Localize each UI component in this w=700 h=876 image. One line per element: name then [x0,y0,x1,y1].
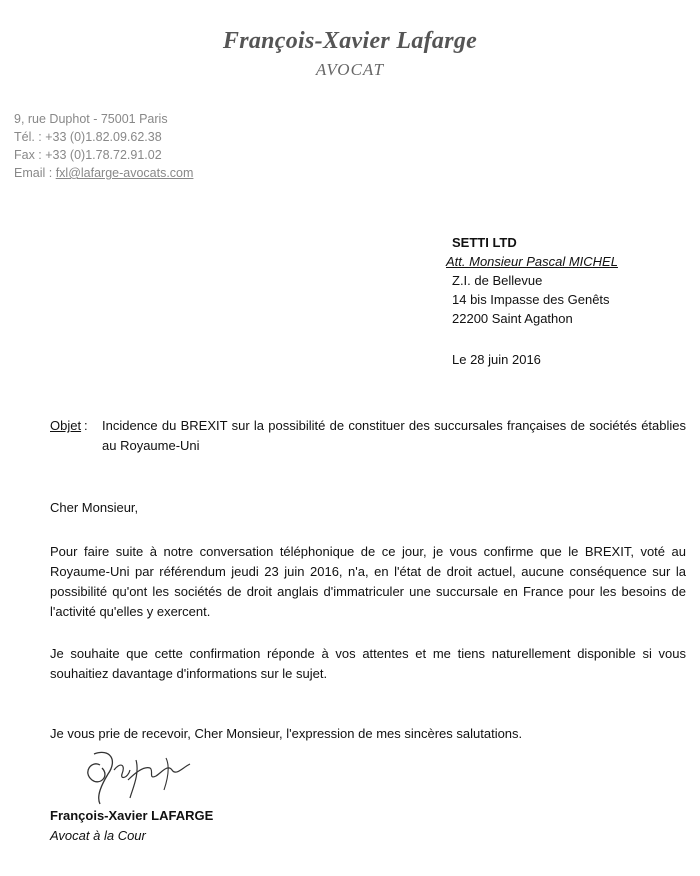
subject-separator: : [84,418,88,433]
subject-text: Incidence du BREXIT sur la possibilité de constituer des succursales françaises de sociétés établies au Royaume-Uni [102,418,686,453]
closing-line: Je vous prie de recevoir, Cher Monsieur, l'expression de mes sincères salutations. [50,726,523,741]
handwritten-signature [70,740,220,810]
contact-email-line [14,164,193,182]
contact-email-label: Email : [14,166,56,180]
recipient-line1: Z.I. de Bellevue [452,273,543,288]
letterhead-name: François-Xavier Lafarge [222,28,478,54]
contact-address: 9, rue Duphot - 75001 Paris [14,112,168,126]
letter-date: Le 28 juin 2016 [452,352,541,367]
body-paragraph-2: Je souhaite que cette confirmation réponde à vos attentes et me tiens naturellement disponible si vous souhaitiez davantage d'informations sur le sujet. [50,646,686,681]
recipient-line3: 22200 Saint Agathon [452,311,573,326]
contact-tel: Tél. : +33 (0)1.82.09.62.38 [14,130,162,144]
recipient-line2: 14 bis Impasse des Genêts [452,292,610,307]
body-paragraph-1: Pour faire suite à notre conversation téléphonique de ce jour, je vous confirme que le BREXIT, voté au Royaume-Uni par référendum jeudi 23 juin 2016, n'a, en l'état de droit actuel, aucune conséquence sur la possibilité qu'ont les sociétés de droit anglais d'immatriculer une succursale en France pour les besoins de l'activité qu'elles y exercent. [50,544,686,619]
contact-email-link[interactable]: fxl@lafarge-avocats.com [55,166,194,180]
subject-block [50,416,686,456]
signature-name: François-Xavier LAFARGE [50,808,214,823]
recipient-company: SETTI LTD [452,235,517,250]
recipient-attention: Att. Monsieur Pascal MICHEL [446,254,618,269]
contact-fax: Fax : +33 (0)1.78.72.91.02 [14,148,162,162]
greeting: Cher Monsieur, [50,500,139,515]
letterhead-title: AVOCAT [315,60,385,79]
recipient-block [446,233,618,328]
signature-role: Avocat à la Cour [50,828,146,843]
subject-label: Objet [50,418,82,433]
contact-block [14,110,193,182]
